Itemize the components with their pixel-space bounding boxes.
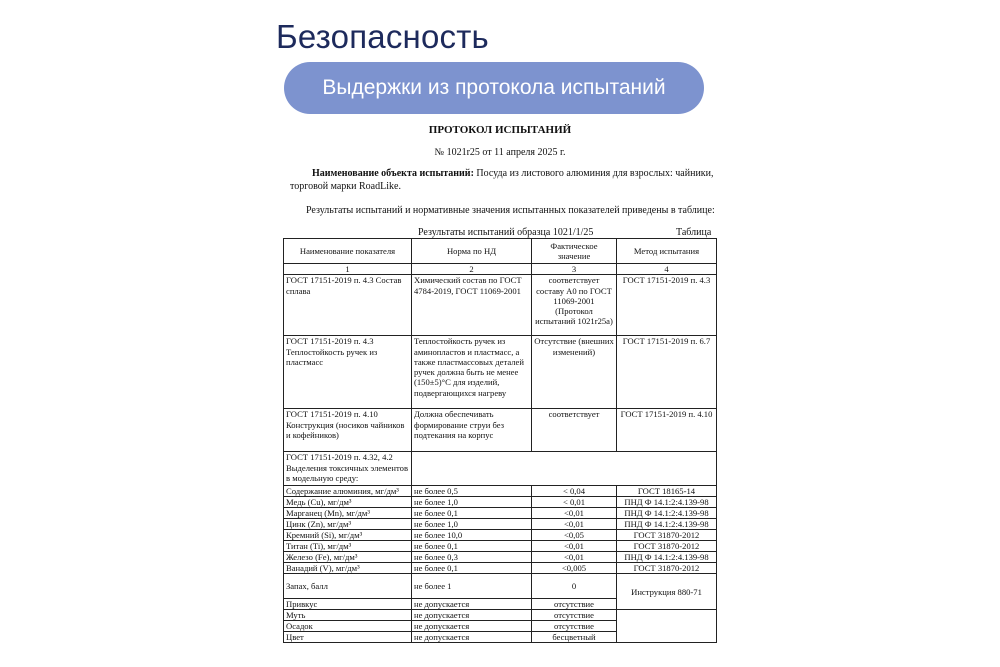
organoleptic-row: [284, 610, 717, 621]
metal-norm: не более 0,1: [412, 563, 532, 574]
organoleptic-norm: не допускается: [412, 610, 532, 621]
test-object: [290, 167, 720, 193]
organoleptic-actual: 0: [532, 574, 617, 599]
metal-method: ГОСТ 31870-2012: [617, 563, 717, 574]
metal-method: ПНД Ф 14.1:2:4.139-98: [617, 497, 717, 508]
row-name: ГОСТ 17151-2019 п. 4.3 Состав сплава: [284, 275, 412, 336]
row-actual: соответствует составу А0 по ГОСТ 11069-2001 (Протокол испытаний 1021r25a): [532, 275, 617, 336]
metal-name: Марганец (Mn), мг/дм³: [284, 508, 412, 519]
metal-norm: не более 0,5: [412, 486, 532, 497]
metal-name: Железо (Fe), мг/дм³: [284, 552, 412, 563]
row-actual: Отсутствие (внешних изменений): [532, 336, 617, 409]
page-title: Безопасность: [276, 18, 489, 55]
organoleptic-norm: не допускается: [412, 621, 532, 632]
metal-actual: <0,01: [532, 552, 617, 563]
metal-name: Кремний (Si), мг/дм³: [284, 530, 412, 541]
metal-row: [284, 497, 717, 508]
metal-norm: не более 1,0: [412, 497, 532, 508]
column-number-row: [284, 264, 717, 275]
column-number: 4: [617, 264, 717, 275]
organoleptic-name: Привкус: [284, 599, 412, 610]
table-row: [284, 275, 717, 336]
metal-actual: <0,01: [532, 508, 617, 519]
column-number: 3: [532, 264, 617, 275]
test-object-label: Наименование объекта испытаний:: [312, 168, 474, 179]
column-number: 2: [412, 264, 532, 275]
organoleptic-name: Муть: [284, 610, 412, 621]
test-object-value: Посуда из листового алюминия для взрослых: чайники, торговой марки RoadLike.: [290, 168, 714, 192]
header-cell: Метод испытания: [617, 239, 717, 264]
row-method: ГОСТ 17151-2019 п. 4.3: [617, 275, 717, 336]
metal-norm: не более 10,0: [412, 530, 532, 541]
metal-method: ГОСТ 31870-2012: [617, 530, 717, 541]
metal-method: ГОСТ 31870-2012: [617, 541, 717, 552]
organoleptic-norm: не допускается: [412, 632, 532, 643]
metal-row: [284, 541, 717, 552]
organoleptic-name: Запах, балл: [284, 574, 412, 599]
table-row: [284, 409, 717, 452]
metal-row: [284, 519, 717, 530]
metal-name: Медь (Cu), мг/дм³: [284, 497, 412, 508]
results-intro: Результаты испытаний и нормативные значения испытанных показателей приведены в таблице:: [306, 205, 715, 216]
metal-norm: не более 1,0: [412, 519, 532, 530]
organoleptic-row: [284, 574, 717, 599]
organoleptic-actual: отсутствие: [532, 621, 617, 632]
metal-row: [284, 552, 717, 563]
organoleptic-actual: бесцветный: [532, 632, 617, 643]
metal-actual: <0,01: [532, 541, 617, 552]
organoleptic-actual: отсутствие: [532, 610, 617, 621]
results-table: [283, 238, 717, 643]
row-actual: соответствует: [532, 409, 617, 452]
metal-actual: <0,01: [532, 519, 617, 530]
metal-norm: не более 0,3: [412, 552, 532, 563]
metal-method: ГОСТ 18165-14: [617, 486, 717, 497]
organoleptic-name: Осадок: [284, 621, 412, 632]
section-banner-label: Выдержки из протокола испытаний: [322, 76, 666, 99]
protocol-title: ПРОТОКОЛ ИСПЫТАНИЙ: [428, 124, 572, 136]
table-header-row: [284, 239, 717, 264]
metal-name: Цинк (Zn), мг/дм³: [284, 519, 412, 530]
row-name: ГОСТ 17151-2019 п. 4.3 Теплостойкость ручек из пластмасс: [284, 336, 412, 409]
header-cell: Наименование показателя: [284, 239, 412, 264]
metal-method: ПНД Ф 14.1:2:4.139-98: [617, 519, 717, 530]
sample-line: Результаты испытаний образца 1021/1/25: [418, 227, 594, 238]
table-row: [284, 336, 717, 409]
metal-row: [284, 530, 717, 541]
organoleptic-actual: отсутствие: [532, 599, 617, 610]
row-method: ГОСТ 17151-2019 п. 6.7: [617, 336, 717, 409]
metal-method: ПНД Ф 14.1:2:4.139-98: [617, 552, 717, 563]
metal-actual: < 0,04: [532, 486, 617, 497]
metal-norm: не более 0,1: [412, 541, 532, 552]
row-norm: Химический состав по ГОСТ 4784-2019, ГОСТ 11069-2001: [412, 275, 532, 336]
organoleptic-norm: не допускается: [412, 599, 532, 610]
column-number: 1: [284, 264, 412, 275]
metal-norm: не более 0,1: [412, 508, 532, 519]
row-norm: Теплостойкость ручек из аминопластов и пластмасс, а также пластмассовых деталей ручек должна быть не менее (150±5)°С для изделий, подвергающихся нагреву: [412, 336, 532, 409]
metal-name: Ванадий (V), мг/дм³: [284, 563, 412, 574]
protocol-number: № 1021r25 от 11 апреля 2025 г.: [434, 147, 566, 158]
metal-actual: <0,005: [532, 563, 617, 574]
organoleptic-method: Инструкция 880-71: [617, 574, 717, 610]
metal-method: ПНД Ф 14.1:2:4.139-98: [617, 508, 717, 519]
metal-actual: <0,05: [532, 530, 617, 541]
metal-name: Содержание алюминия, мг/дм³: [284, 486, 412, 497]
row-name: ГОСТ 17151-2019 п. 4.10 Конструкция (носиков чайников и кофейников): [284, 409, 412, 452]
organoleptic-method-blank: [617, 610, 717, 643]
header-cell: Норма по НД: [412, 239, 532, 264]
migration-header-row: [284, 452, 717, 486]
migration-header-blank: [412, 452, 717, 486]
header-cell: Фактическое значение: [532, 239, 617, 264]
metal-row: [284, 486, 717, 497]
migration-header: ГОСТ 17151-2019 п. 4.32, 4.2 Выделения токсичных элементов в модельную среду:: [284, 452, 412, 486]
metal-row: [284, 508, 717, 519]
organoleptic-name: Цвет: [284, 632, 412, 643]
row-method: ГОСТ 17151-2019 п. 4.10: [617, 409, 717, 452]
metal-actual: < 0,01: [532, 497, 617, 508]
organoleptic-norm: не более 1: [412, 574, 532, 599]
metal-row: [284, 563, 717, 574]
metal-name: Титан (Ti), мг/дм³: [284, 541, 412, 552]
row-norm: Должна обеспечивать формирование струи без подтекания на корпус: [412, 409, 532, 452]
table-label: Таблица: [676, 227, 712, 238]
